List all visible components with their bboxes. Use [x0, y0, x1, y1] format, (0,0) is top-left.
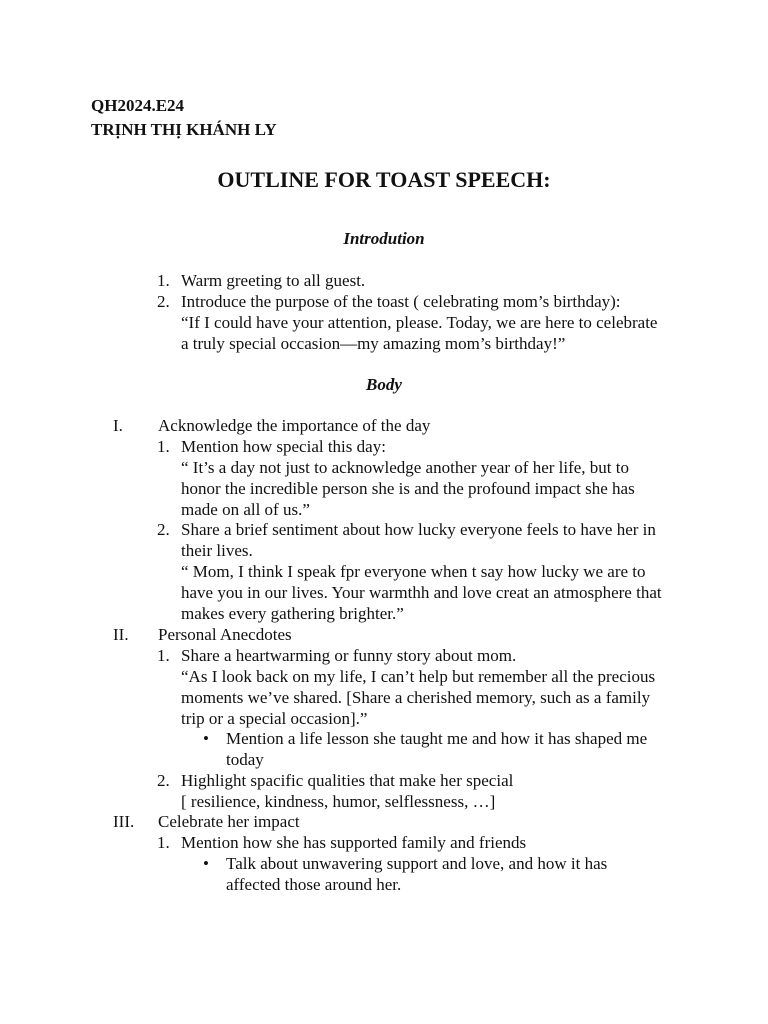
quote-line: a truly special occasion—my amazing mom’s birthday!” [181, 334, 566, 353]
list-item-line: moments we’ve shared. [Share a cherished memory, such as a family [181, 688, 651, 707]
bullet-symbol: • [203, 854, 209, 873]
list-item: Warm greeting to all guest. [181, 271, 366, 290]
list-number: 1. [157, 437, 170, 456]
list-item: Mention how she has supported family and friends [181, 833, 527, 852]
list-number: 2. [157, 771, 170, 790]
list-number: 1. [157, 833, 170, 852]
list-number: 2. [157, 520, 170, 539]
bullet-item-line: today [226, 750, 264, 769]
section-heading: Personal Anecdotes [158, 625, 292, 644]
section-heading: Celebrate her impact [158, 812, 300, 831]
list-item-line: “ It’s a day not just to acknowledge another year of her life, but to [181, 458, 629, 477]
list-item: Share a brief sentiment about how lucky everyone feels to have her in [181, 520, 656, 539]
list-item: Highlight spacific qualities that make her special [181, 771, 514, 790]
section-title-introduction: Introdution [343, 229, 425, 248]
list-item-line: “As I look back on my life, I can’t help but remember all the precious [181, 667, 656, 686]
section-heading: Acknowledge the importance of the day [158, 416, 431, 435]
section-numeral: I. [113, 416, 123, 435]
bullet-item: Mention a life lesson she taught me and how it has shaped me [226, 729, 648, 748]
list-item-line: their lives. [181, 541, 253, 560]
bullet-item-line: affected those around her. [226, 875, 402, 894]
section-numeral: III. [113, 812, 135, 831]
bullet-symbol: • [203, 729, 209, 748]
list-item: Mention how special this day: [181, 437, 386, 456]
list-item-line: [ resilience, kindness, humor, selflessness, …] [181, 792, 496, 811]
list-number: 1. [157, 646, 170, 665]
list-item-line: makes every gathering brighter.” [181, 604, 404, 623]
list-item: Introduce the purpose of the toast ( celebrating mom’s birthday): [181, 292, 621, 311]
quote-line: “If I could have your attention, please. Today, we are here to celebrate [181, 313, 658, 332]
student-name: TRỊNH THỊ KHÁNH LY [91, 120, 277, 139]
bullet-item: Talk about unwavering support and love, and how it has [226, 854, 608, 873]
list-number: 2. [157, 292, 170, 311]
list-item-line: honor the incredible person she is and the profound impact she has [181, 479, 635, 498]
list-item: Share a heartwarming or funny story about mom. [181, 646, 517, 665]
list-item-line: “ Mom, I think I speak fpr everyone when t say how lucky we are to [181, 562, 646, 581]
list-item-line: have you in our lives. Your warmthh and love creat an atmosphere that [181, 583, 662, 602]
list-item-line: made on all of us.” [181, 500, 310, 519]
student-id: QH2024.E24 [91, 96, 185, 115]
list-item-line: trip or a special occasion].” [181, 709, 368, 728]
section-title-body: Body [366, 375, 402, 394]
list-number: 1. [157, 271, 170, 290]
section-numeral: II. [113, 625, 129, 644]
document-title: OUTLINE FOR TOAST SPEECH: [217, 167, 551, 192]
